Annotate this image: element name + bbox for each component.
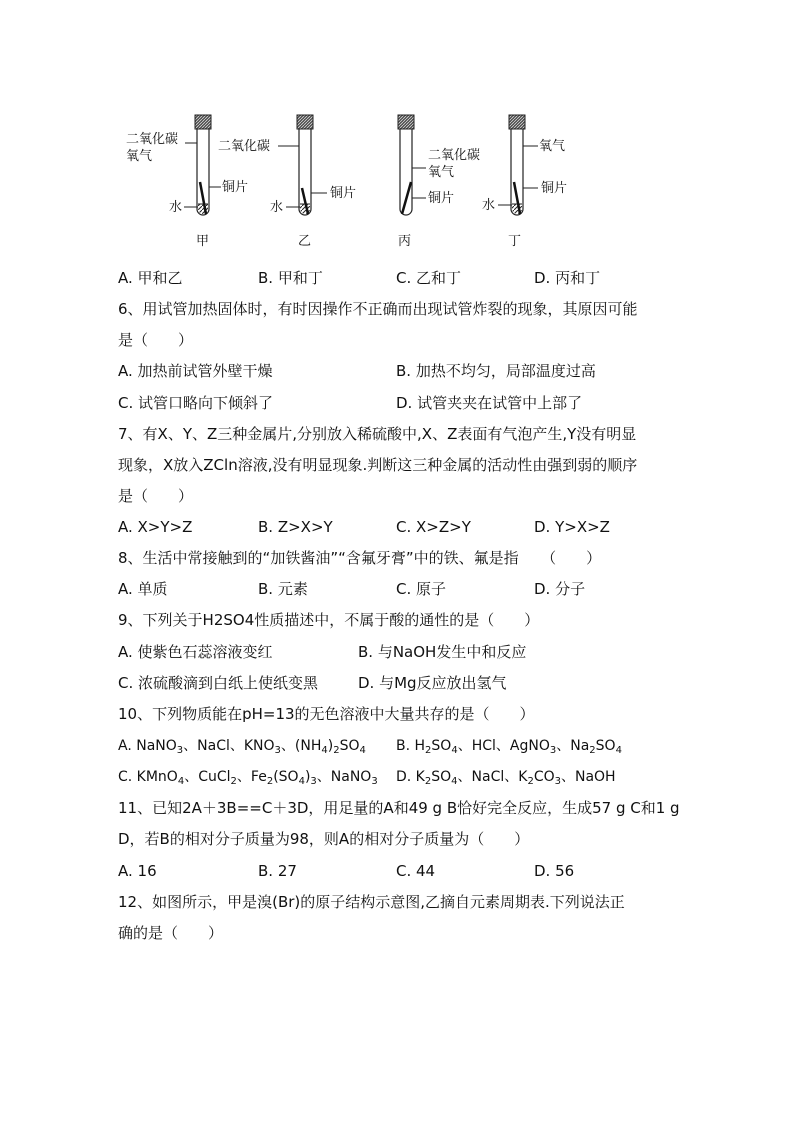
- q7-option-b[interactable]: B. Z>X>Y: [258, 518, 333, 536]
- q5-option-b[interactable]: B. 甲和丁: [258, 269, 323, 287]
- q7-option-c[interactable]: C. X>Z>Y: [396, 518, 471, 536]
- tube-yi-label-copper: 铜片: [330, 186, 357, 201]
- q9-option-a[interactable]: A. 使紫色石蕊溶液变红: [118, 643, 273, 661]
- q11-option-a[interactable]: A. 16: [118, 862, 157, 880]
- q10-options-row1: [118, 736, 678, 756]
- q8-options: [118, 579, 678, 599]
- q10-option-c[interactable]: C. KMnO$_4$、CuCl$_2$、$Fe_2(SO_4)_3$、NaNO$_3$: [118, 769, 378, 787]
- q8-option-d[interactable]: D. 分子: [534, 580, 586, 598]
- q9-stem-line1: 9、下列关于H2SO4性质描述中，不属于酸的通性的是（ ）: [118, 611, 540, 629]
- q12-stem-line2: 确的是（ ）: [118, 924, 224, 942]
- q7-stem-line3: 是（ ）: [118, 487, 194, 505]
- stopper: [297, 115, 313, 129]
- q11-option-b[interactable]: B. 27: [258, 862, 297, 880]
- q6-options-row1: [118, 361, 678, 381]
- q7-option-d[interactable]: D. Y>X>Z: [534, 518, 610, 536]
- q9-option-d[interactable]: D. 与Mg反应放出氢气: [358, 674, 507, 692]
- tube-jia-label-copper: 铜片: [222, 180, 249, 195]
- tube-ding: [482, 115, 567, 249]
- q10-options-row2: [118, 767, 678, 787]
- q6-stem-line2: 是（ ）: [118, 331, 194, 349]
- q5-option-c[interactable]: C. 乙和丁: [396, 269, 462, 287]
- stopper: [509, 115, 525, 129]
- q7-stem-line1: 7、有X、Y、Z三种金属片,分别放入稀硫酸中,X、Z表面有气泡产生,Y没有明显: [118, 425, 637, 443]
- test-tube-figure: [118, 110, 618, 255]
- q8-stem-line1: 8、生活中常接触到的“加铁酱油”“含氟牙膏”中的铁、氟是指 （ ）: [118, 549, 602, 567]
- q11-option-c[interactable]: C. 44: [396, 862, 436, 880]
- tube-ding-caption: 丁: [508, 234, 522, 249]
- q6-stem-line1: 6、用试管加热固体时，有时因操作不正确而出现试管炸裂的现象，其原因可能: [118, 300, 638, 318]
- tube-yi-caption: 乙: [298, 234, 312, 249]
- tube-ding-label-o2: 氧气: [539, 139, 566, 154]
- q7-option-a[interactable]: A. X>Y>Z: [118, 518, 193, 536]
- test-tube-diagram: [118, 110, 618, 255]
- q8-option-a[interactable]: A. 单质: [118, 580, 168, 598]
- q9-option-c[interactable]: C. 浓硫酸滴到白纸上使纸变黑: [118, 674, 319, 692]
- q11-stem-line1: 11、已知2A＋3B==C＋3D，用足量的A和49 g B恰好完全反应，生成57 g C和1 g: [118, 799, 680, 817]
- tube-jia-caption: 甲: [196, 234, 210, 249]
- q6-option-c[interactable]: C. 试管口略向下倾斜了: [118, 394, 274, 412]
- q6-option-d[interactable]: D. 试管夹夹在试管中上部了: [396, 394, 583, 412]
- q10-option-d[interactable]: D. $K_2SO_4$、NaCl、$K_2CO_3$、NaOH: [396, 769, 616, 787]
- tube-ding-label-copper: 铜片: [541, 181, 568, 196]
- tube-bing-label-o2: 氧气: [428, 165, 455, 180]
- tube-yi-label-co2: 二氧化碳: [218, 139, 271, 154]
- q7-stem-line2: 现象，X放入ZCln溶液,没有明显现象.判断这三种金属的活动性由强到弱的顺序: [118, 456, 638, 474]
- q7-options: [118, 517, 678, 537]
- tube-jia-label-o2: 氧气: [126, 149, 153, 164]
- q8-option-b[interactable]: B. 元素: [258, 580, 308, 598]
- tube-ding-label-water: 水: [482, 198, 496, 213]
- q9-option-b[interactable]: B. 与NaOH发生中和反应: [358, 643, 527, 661]
- tube-jia-label-water: 水: [169, 200, 183, 215]
- tube-bing-caption: 丙: [398, 234, 412, 249]
- stopper: [398, 115, 414, 129]
- q11-options: [118, 861, 678, 881]
- tube-jia: [126, 115, 248, 249]
- tube-jia-label-co2: 二氧化碳: [126, 132, 179, 147]
- q10-stem-line1: 10、下列物质能在pH=13的无色溶液中大量共存的是（ ）: [118, 705, 535, 723]
- tube-yi-label-water: 水: [270, 200, 284, 215]
- q10-option-a[interactable]: A. NaNO$_3$、NaCl、$KNO_3$、$(NH_4)_2SO_4$: [118, 738, 366, 756]
- q11-stem-line2: D，若B的相对分子质量为98，则A的相对分子质量为（ ）: [118, 830, 530, 848]
- q8-option-c[interactable]: C. 原子: [396, 580, 447, 598]
- q9-options-row2: [118, 673, 678, 693]
- tube-bing-label-co2: 二氧化碳: [428, 148, 481, 163]
- q5-options: [118, 268, 678, 288]
- q5-option-d[interactable]: D. 丙和丁: [534, 269, 601, 287]
- q6-options-row2: [118, 393, 678, 413]
- q10-option-b[interactable]: B. $H_2SO_4$、HCl、AgNO$_3$、$Na_2SO_4$: [396, 738, 622, 756]
- q9-options-row1: [118, 642, 678, 662]
- q12-stem-line1: 12、如图所示，甲是溴(Br)的原子结构示意图,乙摘自元素周期表.下列说法正: [118, 893, 625, 911]
- q5-option-a[interactable]: A. 甲和乙: [118, 269, 183, 287]
- q6-option-b[interactable]: B. 加热不均匀，局部温度过高: [396, 362, 596, 380]
- tube-bing: [398, 115, 480, 249]
- stopper: [195, 115, 211, 129]
- q6-option-a[interactable]: A. 加热前试管外壁干燥: [118, 362, 273, 380]
- tube-bing-label-copper: 铜片: [428, 191, 455, 206]
- q11-option-d[interactable]: D. 56: [534, 862, 575, 880]
